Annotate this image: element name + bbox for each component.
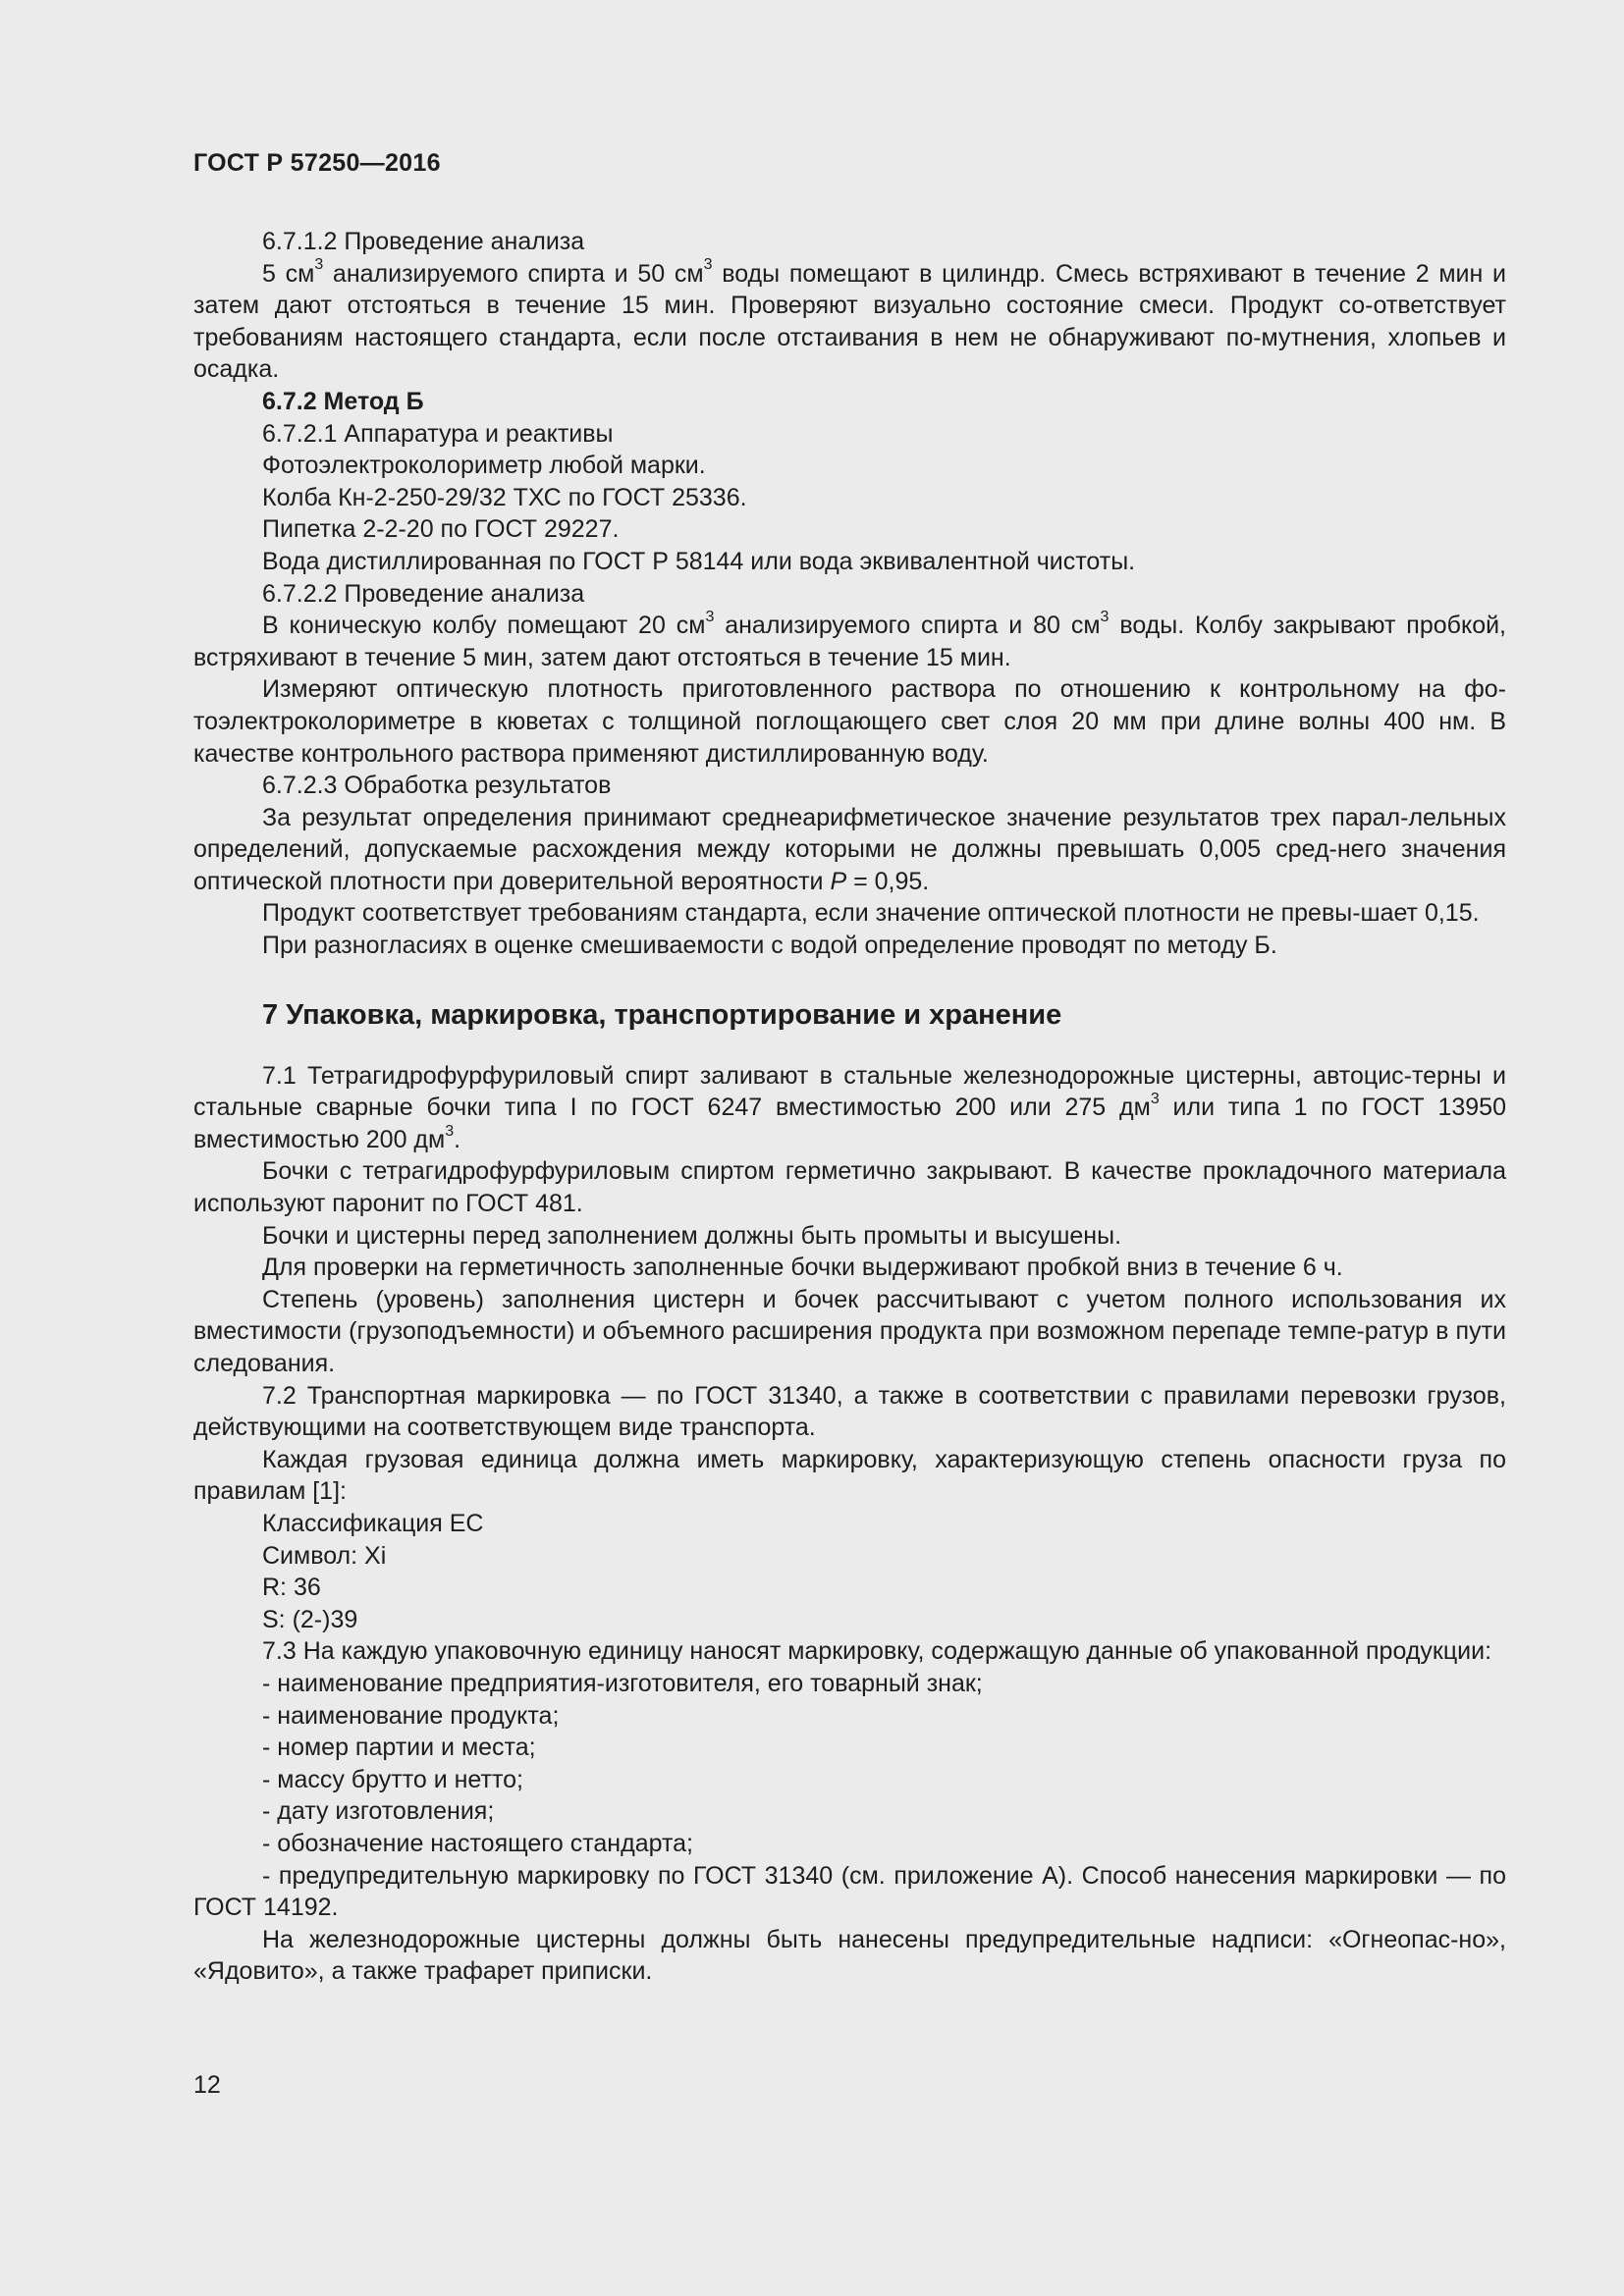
paragraph-text: Измеряют оптическую плотность приготовленного раствора по отношению к контрольному на фо-тоэлектроколориметре в кюветах с толщиной поглощающего свет слоя 20 мм при длине волны 400 нм. В качестве контрольного раствора применяют дистиллированную воду. bbox=[193, 675, 1506, 768]
paragraph-text: воды. Колбу закрывают пробкой, встряхивают в течение 5 мин, затем дают отстояться в течение 15 мин. bbox=[193, 612, 1507, 671]
section-heading: 7 Упаковка, маркировка, транспортирование и хранение bbox=[262, 998, 1062, 1031]
paragraph-text: 5 см bbox=[262, 259, 315, 288]
paragraph-text: или типа 1 по ГОСТ 13950 вместимостью 200 дм bbox=[193, 1094, 1506, 1153]
paragraph-text: 6.7.1.2 Проведение анализа bbox=[262, 228, 585, 255]
paragraph-text: Бочки и цистерны перед заполнением должны быть промыты и высушены. bbox=[262, 1221, 1122, 1250]
paragraph bbox=[193, 578, 1506, 611]
paragraph-text: Бочки с тетрагидрофурфуриловым спиртом герметично закрывают. В качестве прокладочного материала используют паронит по ГОСТ 481. bbox=[193, 1157, 1506, 1218]
paragraph bbox=[193, 1220, 1506, 1253]
paragraph bbox=[193, 673, 1506, 770]
paragraph bbox=[193, 546, 1506, 578]
paragraph bbox=[193, 930, 1506, 962]
paragraph-text: Степень (уровень) заполнения цистерн и бочек рассчитывают с учетом полного использования их вместимости (грузоподъемности) и объемного расширения продукта при возможном перепаде темпе-ратур в пути следования. bbox=[193, 1285, 1506, 1377]
paragraph-text: На железнодорожные цистерны должны быть нанесены предупредительные надписи: «Огнеопас-но», «Ядовито», а также трафарет приписки. bbox=[193, 1925, 1506, 1986]
paragraph bbox=[193, 482, 1506, 514]
paragraph-text: - обозначение настоящего стандарта; bbox=[262, 1829, 693, 1857]
paragraph-text: 6.7.2.2 Проведение анализа bbox=[262, 579, 585, 608]
paragraph bbox=[193, 1380, 1506, 1444]
paragraph-text: 6.7.2.1 Аппаратура и реактивы bbox=[262, 419, 614, 448]
paragraph-text: Для проверки на герметичность заполненные бочки выдерживают пробкой вниз в течение 6 ч. bbox=[262, 1254, 1343, 1282]
document-body bbox=[193, 226, 1506, 1988]
paragraph bbox=[193, 1444, 1506, 1508]
paragraph-text: S: (2-)39 bbox=[262, 1605, 358, 1633]
paragraph-text: 7.1 Тетрагидрофурфуриловый спирт заливают в стальные железнодорожные цистерны, автоцис-терны и стальные сварные бочки типа I по ГОСТ 6247 вместимостью 200 или 275 дм bbox=[193, 1061, 1506, 1122]
paragraph-text: Продукт соответствует требованиям стандарта, если значение оптической плотности не превы-шает 0,15. bbox=[262, 899, 1480, 928]
paragraph-text: За результат определения принимают среднеарифметическое значение результатов трех парал-лельных определений, допускаемые расхождения между которыми не должны превышать 0,005 сред-него значения оптической плотности при доверительной вероятности bbox=[193, 803, 1506, 895]
paragraph bbox=[193, 1572, 1506, 1604]
paragraph bbox=[193, 418, 1506, 451]
paragraph bbox=[193, 1795, 1506, 1828]
paragraph-text: анализируемого спирта и 80 см bbox=[714, 612, 1101, 640]
document-header: ГОСТ Р 57250—2016 bbox=[193, 149, 441, 177]
paragraph bbox=[193, 1635, 1506, 1668]
paragraph-text: Пипетка 2-2-20 по ГОСТ 29227. bbox=[262, 515, 620, 544]
paragraph bbox=[193, 802, 1506, 898]
paragraph bbox=[193, 610, 1506, 673]
page-number: 12 bbox=[193, 2071, 221, 2099]
superscript: 3 bbox=[314, 256, 324, 274]
paragraph-text: Символ: Xi bbox=[262, 1541, 387, 1570]
paragraph bbox=[193, 1540, 1506, 1573]
paragraph-text: - дату изготовления; bbox=[262, 1797, 495, 1826]
paragraph bbox=[193, 1700, 1506, 1733]
superscript: 3 bbox=[1100, 608, 1110, 625]
paragraph-text: Вода дистиллированная по ГОСТ Р 58144 или вода эквивалентной чистоты. bbox=[262, 547, 1136, 575]
paragraph bbox=[193, 1860, 1506, 1924]
paragraph bbox=[193, 770, 1506, 802]
paragraph bbox=[193, 1732, 1506, 1764]
paragraph bbox=[193, 1828, 1506, 1860]
paragraph-text: 7.2 Транспортная маркировка — по ГОСТ 31340, а также в соответствии с правилами перевозки грузов, действующими на соответствующем виде транспорта. bbox=[193, 1381, 1506, 1442]
subsection-heading bbox=[193, 386, 1506, 418]
paragraph bbox=[193, 226, 1506, 258]
paragraph-text: Классификация ЕС bbox=[262, 1509, 484, 1537]
paragraph-text: . bbox=[454, 1125, 461, 1153]
paragraph-text: 6.7.2 Метод Б bbox=[262, 387, 424, 415]
paragraph bbox=[193, 1508, 1506, 1540]
paragraph bbox=[193, 450, 1506, 482]
paragraph bbox=[193, 1764, 1506, 1796]
paragraph bbox=[193, 1284, 1506, 1380]
paragraph-text: Колба Кн-2-250-29/32 ТХС по ГОСТ 25336. bbox=[262, 483, 747, 511]
paragraph-text: - наименование предприятия-изготовителя, его товарный знак; bbox=[262, 1669, 983, 1697]
paragraph-text: В коническую колбу помещают 20 см bbox=[262, 612, 706, 640]
paragraph-text: R: 36 bbox=[262, 1574, 321, 1602]
paragraph bbox=[193, 1604, 1506, 1636]
paragraph-text: 6.7.2.3 Обработка результатов bbox=[262, 772, 612, 800]
paragraph-text: - массу брутто и нетто; bbox=[262, 1765, 523, 1793]
paragraph-text: анализируемого спирта и 50 см bbox=[323, 259, 704, 288]
superscript: 3 bbox=[1150, 1090, 1160, 1107]
paragraph bbox=[193, 258, 1506, 386]
superscript: 3 bbox=[703, 256, 713, 274]
paragraph-text: - наименование продукта; bbox=[262, 1701, 560, 1730]
paragraph-text: При разногласиях в оценке смешиваемости с водой определение проводят по методу Б. bbox=[262, 932, 1277, 960]
paragraph bbox=[193, 1155, 1506, 1219]
paragraph bbox=[193, 513, 1506, 546]
document-page bbox=[193, 0, 1506, 2296]
paragraph bbox=[193, 1252, 1506, 1284]
superscript: 3 bbox=[705, 608, 715, 625]
paragraph-text: Каждая грузовая единица должна иметь маркировку, характеризующую степень опасности груза по правилам [1]: bbox=[193, 1445, 1506, 1506]
paragraph-text: 7.3 На каждую упаковочную единицу наносят маркировку, содержащую данные об упакованной продукции: bbox=[262, 1637, 1492, 1666]
paragraph-text: Фотоэлектроколориметр любой марки. bbox=[262, 452, 706, 480]
paragraph-text: - номер партии и места; bbox=[262, 1734, 536, 1762]
paragraph bbox=[193, 1924, 1506, 1988]
superscript: 3 bbox=[445, 1122, 455, 1140]
paragraph-text: - предупредительную маркировку по ГОСТ 31340 (см. приложение А). Способ нанесения маркировки — по ГОСТ 14192. bbox=[193, 1861, 1506, 1922]
italic-symbol: Р bbox=[830, 867, 847, 895]
paragraph bbox=[193, 1060, 1506, 1156]
paragraph bbox=[193, 897, 1506, 930]
paragraph bbox=[193, 1668, 1506, 1700]
paragraph-text: воды помещают в цилиндр. Смесь встряхивают в течение 2 мин и затем дают отстояться в течение 15 мин. Проверяют визуально состояние смеси. Продукт со-ответствует требованиям настоящего стандарта, если после отстаивания в нем не обнаруживают по-мутнения, хлопьев и осадка. bbox=[193, 259, 1506, 384]
paragraph-text: = 0,95. bbox=[846, 867, 930, 895]
